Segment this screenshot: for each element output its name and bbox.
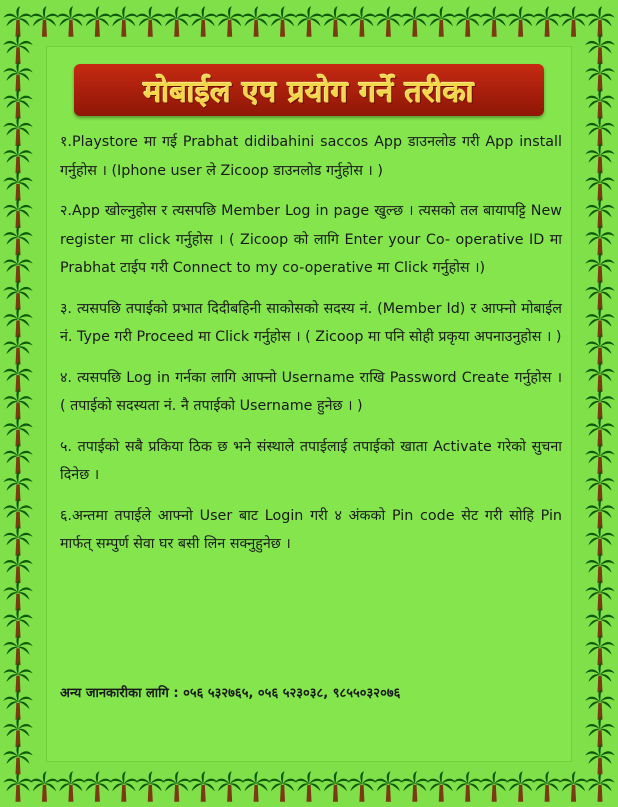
palm-tree-icon <box>3 443 32 473</box>
palm-tree-icon <box>3 252 32 282</box>
palm-tree-icon <box>559 6 588 36</box>
palm-tree-icon <box>162 6 191 36</box>
palm-tree-icon <box>294 6 323 36</box>
palm-tree-icon <box>585 416 614 446</box>
palm-tree-icon <box>294 771 323 801</box>
palm-tree-icon <box>585 580 614 610</box>
palm-tree-icon <box>506 771 535 801</box>
palm-tree-icon <box>3 662 32 692</box>
palm-tree-icon <box>30 771 59 801</box>
palm-tree-icon <box>585 744 614 774</box>
palm-tree-icon <box>136 6 165 36</box>
palm-tree-icon <box>453 6 482 36</box>
palm-tree-icon <box>427 6 456 36</box>
step-5: ५. तपाईको सबै प्रकिया ठिक छ भने संस्थाले तपाईलाई तपाईको खाता Activate गरेको सुचना दिनेछ । <box>60 438 562 483</box>
palm-tree-icon <box>109 771 138 801</box>
palm-tree-icon <box>3 744 32 774</box>
palm-tree-icon <box>3 416 32 446</box>
palm-tree-icon <box>30 6 59 36</box>
step-3: ३. त्यसपछि तपाईको प्रभात दिदीबहिनी साकोसको सदस्य नं. (Member Id) र आफ्नो मोबाईल नं. Type गरी Proceed मा Click गर्नुहोस । ( Zicoop मा पनि सोही प्रकृया अपनाउनुहोस । ) <box>60 300 562 345</box>
palm-tree-icon <box>585 553 614 583</box>
palm-tree-icon <box>3 525 32 555</box>
palm-tree-icon <box>3 361 32 391</box>
palm-tree-icon <box>3 61 32 91</box>
palm-tree-icon <box>585 443 614 473</box>
palm-tree-icon <box>3 6 32 36</box>
palm-tree-icon <box>347 771 376 801</box>
palm-tree-icon <box>241 771 270 801</box>
palm-tree-icon <box>3 225 32 255</box>
palm-tree-icon <box>215 6 244 36</box>
palm-tree-icon <box>268 6 297 36</box>
palm-tree-icon <box>3 635 32 665</box>
palm-tree-icon <box>585 34 614 64</box>
palm-tree-icon <box>3 170 32 200</box>
palm-tree-icon <box>3 717 32 747</box>
page-title: मोबाईल एप प्रयोग गर्ने तरीका <box>143 74 475 110</box>
palm-tree-icon <box>585 771 614 801</box>
palm-tree-icon <box>3 116 32 146</box>
palm-tree-icon <box>3 34 32 64</box>
palm-tree-icon <box>268 771 297 801</box>
palm-tree-icon <box>453 771 482 801</box>
palm-tree-icon <box>559 771 588 801</box>
palm-tree-icon <box>3 498 32 528</box>
palm-tree-icon <box>479 6 508 36</box>
step-4: ४. त्यसपछि Log in गर्नका लागि आफ्नो Username राखि Password Create गर्नुहोस । ( तपाईको सदस्यता नं. नै तपाईको Username हुनेछ । ) <box>60 369 562 414</box>
palm-tree-icon <box>3 307 32 337</box>
palm-tree-icon <box>585 498 614 528</box>
palm-tree-icon <box>374 6 403 36</box>
palm-tree-icon <box>374 771 403 801</box>
palm-tree-icon <box>506 6 535 36</box>
palm-tree-icon <box>83 6 112 36</box>
palm-tree-icon <box>215 771 244 801</box>
palm-tree-icon <box>585 198 614 228</box>
palm-tree-icon <box>3 143 32 173</box>
palm-tree-icon <box>83 771 112 801</box>
palm-tree-icon <box>56 771 85 801</box>
palm-tree-icon <box>427 771 456 801</box>
palm-tree-icon <box>585 88 614 118</box>
palm-tree-icon <box>585 6 614 36</box>
palm-tree-icon <box>400 771 429 801</box>
palm-tree-icon <box>3 279 32 309</box>
palm-tree-icon <box>585 143 614 173</box>
palm-tree-icon <box>585 361 614 391</box>
palm-tree-icon <box>585 607 614 637</box>
step-1: १.Playstore मा गई Prabhat didibahini saccos App डाउनलोड गरी App install गर्नुहोस । (Iphone user ले Zicoop डाउनलोड गर्नुहोस । ) <box>60 134 562 179</box>
palm-tree-icon <box>585 279 614 309</box>
palm-tree-icon <box>585 471 614 501</box>
palm-tree-icon <box>188 771 217 801</box>
palm-tree-icon <box>321 6 350 36</box>
palm-tree-icon <box>321 771 350 801</box>
palm-tree-icon <box>585 717 614 747</box>
palm-tree-icon <box>585 116 614 146</box>
palm-tree-icon <box>109 6 138 36</box>
palm-tree-icon <box>400 6 429 36</box>
palm-tree-icon <box>3 334 32 364</box>
step-2: २.App खोल्नुहोस र त्यसपछि Member Log in page खुल्छ । त्यसको तल बायापट्टि New register मा click गर्नुहोस । ( Zicoop को लागि Enter your Co- operative ID मा Prabhat टाईप गरी Connect to my co-operative मा Click गर्नुहोस ।) <box>60 203 562 276</box>
palm-tree-icon <box>479 771 508 801</box>
palm-tree-icon <box>56 6 85 36</box>
palm-tree-icon <box>532 6 561 36</box>
palm-tree-icon <box>3 389 32 419</box>
palm-tree-icon <box>3 580 32 610</box>
palm-tree-icon <box>585 61 614 91</box>
palm-tree-icon <box>585 252 614 282</box>
instruction-list <box>60 128 562 571</box>
palm-tree-icon <box>3 553 32 583</box>
palm-tree-icon <box>585 170 614 200</box>
step-6: ६.अन्तमा तपाईले आफ्नो User बाट Login गरी ४ अंकको Pin code सेट गरी सोहि Pin मार्फत् सम्पुर्ण सेवा घर बसी लिन सक्नुहुनेछ । <box>60 507 562 552</box>
palm-tree-icon <box>585 525 614 555</box>
palm-tree-icon <box>532 771 561 801</box>
palm-tree-icon <box>3 471 32 501</box>
palm-tree-icon <box>585 307 614 337</box>
palm-tree-icon <box>585 225 614 255</box>
palm-tree-icon <box>136 771 165 801</box>
palm-tree-icon <box>585 662 614 692</box>
contact-info: अन्य जानकारीका लागि : ०५६ ५३२७६५, ०५६ ५२३०३८, ९८५५०३२०७६ <box>60 686 401 701</box>
palm-tree-icon <box>3 689 32 719</box>
palm-tree-icon <box>585 389 614 419</box>
palm-tree-icon <box>347 6 376 36</box>
palm-tree-icon <box>585 689 614 719</box>
palm-tree-icon <box>585 635 614 665</box>
palm-tree-icon <box>585 334 614 364</box>
palm-tree-icon <box>188 6 217 36</box>
palm-tree-icon <box>3 198 32 228</box>
palm-tree-icon <box>3 88 32 118</box>
palm-tree-icon <box>162 771 191 801</box>
palm-tree-icon <box>3 607 32 637</box>
palm-tree-icon <box>3 771 32 801</box>
title-banner <box>74 64 544 116</box>
palm-tree-icon <box>241 6 270 36</box>
